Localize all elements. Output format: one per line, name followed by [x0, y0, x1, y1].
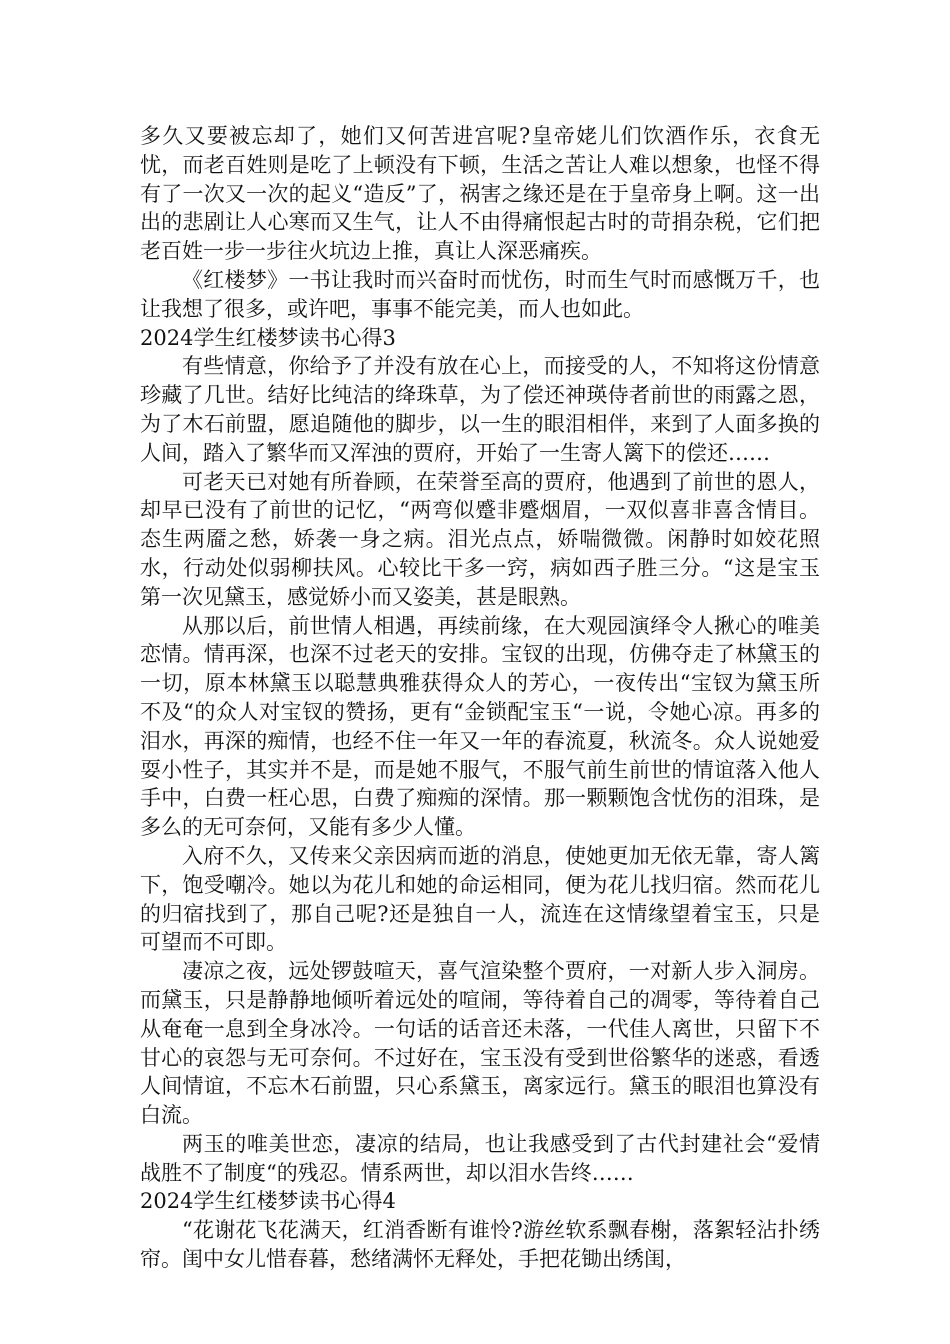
section-heading: 2024学生红楼梦读书心得4 [140, 1189, 396, 1214]
paragraph: 凄凉之夜，远处锣鼓喧天，喜气渲染整个贾府，一对新人步入洞房。而黛玉，只是静静地倾听着远处的喧闹，等待着自己的凋零，等待着自己从奄奄一息到全身冰冷。一句话的话音还未落，一代佳人离世，只留下不甘心的哀怨与无可奈何。不过好在，宝玉没有受到世俗繁华的迷惑，看透人间情谊，不忘木石前盟，只心系黛玉，离家远行。黛玉的眼泪也算没有白流。 [140, 959, 820, 1128]
paragraph: 有些情意，你给予了并没有放在心上，而接受的人，不知将这份情意珍藏了几世。结好比纯洁的绛珠草，为了偿还神瑛侍者前世的雨露之恩，为了木石前盟，愿追随他的脚步，以一生的眼泪相伴，来到了人面多换的人间，踏入了繁华而又浑浊的贾府，开始了一生寄人篱下的偿还…… [140, 354, 820, 465]
paragraph: 从那以后，前世情人相遇，再续前缘，在大观园演绎令人揪心的唯美恋情。情再深，也深不过老天的安排。宝钗的出现，仿佛夺走了林黛玉的一切，原本林黛玉以聪慧典雅获得众人的芳心，一夜传出“宝钗为黛玉所不及“的众人对宝钗的赞扬，更有“金锁配宝玉“一说，令她心凉。再多的泪水，再深的痴情，也经不住一年又一年的春流夏，秋流冬。众人说她爱耍小性子，其实并不是，而是她不服气，不服气前生前世的情谊落入他人手中，白费一枉心思，白费了痴痴的深情。那一颗颗饱含忧伤的泪珠，是多么的无可奈何，又能有多少人懂。 [140, 613, 820, 840]
paragraph: 入府不久，又传来父亲因病而逝的消息，使她更加无依无靠，寄人篱下，饱受嘲冷。她以为花儿和她的命运相同，便为花儿找归宿。然而花儿的归宿找到了，那自己呢?还是独自一人，流连在这情缘望着宝玉，只是可望而不可即。 [140, 843, 820, 955]
paragraph: 多久又要被忘却了，她们又何苦进宫呢?皇帝姥儿们饮酒作乐，衣食无忧，而老百姓则是吃了上顿没有下顿，生活之苦让人难以想象，也怪不得有了一次又一次的起义“造反”了，祸害之缘还是在于皇帝身上啊。这一出出的悲剧让人心寒而又生气，让人不由得痛恨起古时的苛捐杂税，它们把老百姓一步一步往火坑边上推，真让人深恶痛疾。 [140, 124, 820, 264]
paragraph: 《红楼梦》一书让我时而兴奋时而忧伤，时而生气时而感慨万千，也让我想了很多，或许吧，事事不能完美，而人也如此。 [140, 267, 820, 321]
paragraph: “花谢花飞花满天，红消香断有谁怜?游丝软系飘春榭，落絮轻沾扑绣帘。闺中女儿惜春暮，愁绪满怀无释处，手把花锄出绣闺， [140, 1218, 820, 1272]
document-page [140, 122, 820, 1274]
section-heading: 2024学生红楼梦读书心得3 [140, 325, 396, 350]
paragraph: 两玉的唯美世恋，凄凉的结局，也让我感受到了古代封建社会“爱情战胜不了制度“的残忍。情系两世，却以泪水告终…… [140, 1131, 820, 1185]
paragraph: 可老天已对她有所眷顾，在荣誉至高的贾府，他遇到了前世的恩人，却早已没有了前世的记忆，“两弯似蹙非蹙烟眉，一双似喜非喜含情目。态生两靥之愁，娇袭一身之病。泪光点点，娇喘微微。闲静时如姣花照水，行动处似弱柳扶风。心较比干多一窍，病如西子胜三分。“这是宝玉第一次见黛玉，感觉娇小而又姿美，甚是眼熟。 [140, 469, 820, 609]
